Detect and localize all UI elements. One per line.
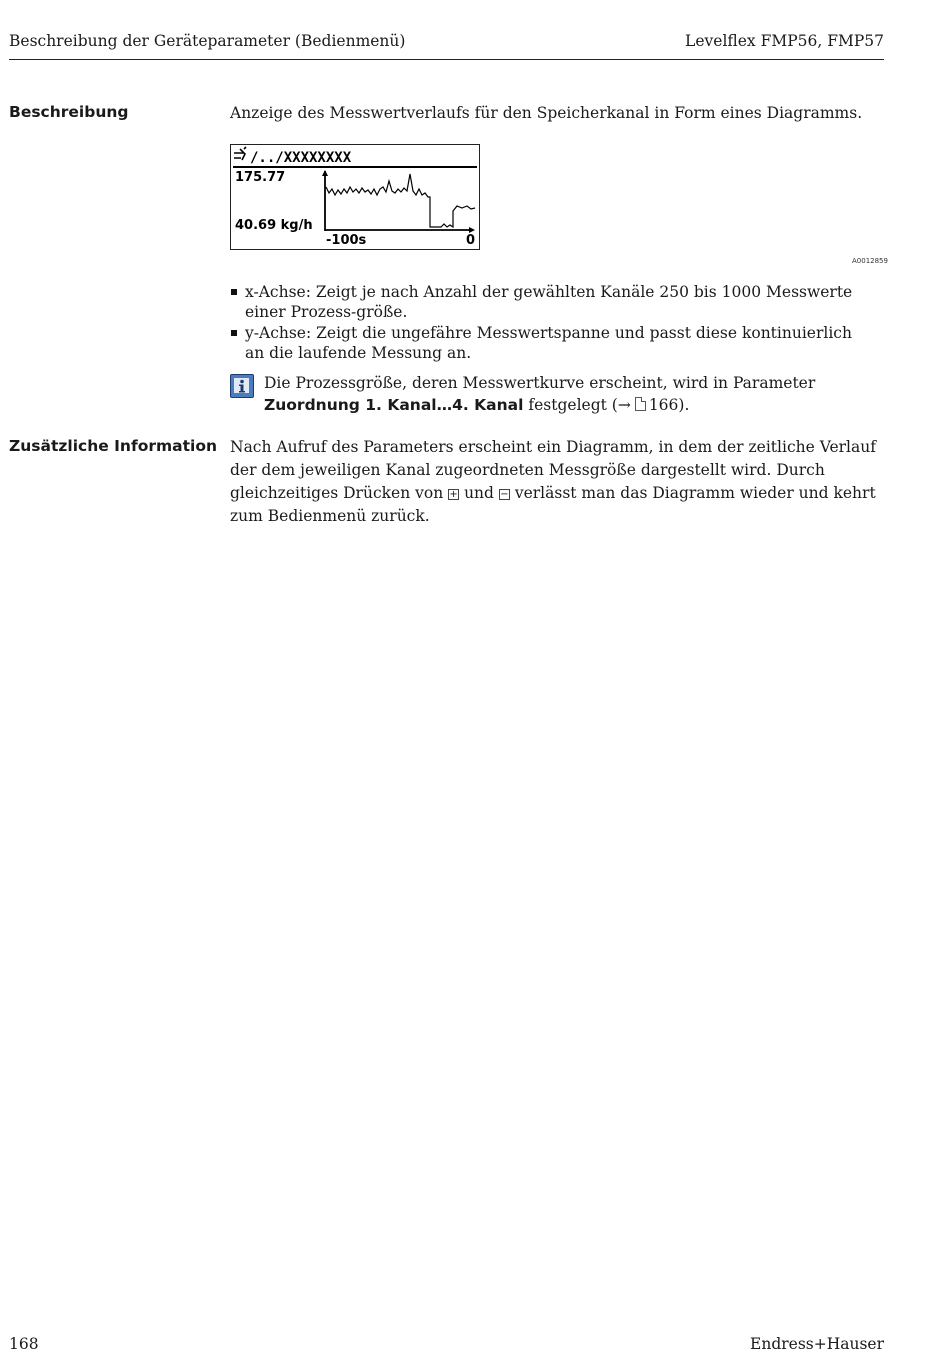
- bullet-y-axis: [230, 323, 870, 363]
- beschreibung-text: Anzeige des Messwertverlaufs für den Speicherkanal in Form eines Diagramms.: [230, 104, 863, 122]
- plus-key-icon: +: [449, 489, 458, 500]
- bullet-y-axis-text: y-Achse: Zeigt die ungefähre Messwertspanne und passt diese kontinuierlich an die laufende Messung an.: [245, 324, 852, 362]
- display-min-value: 40.69 kg/h: [235, 218, 313, 233]
- info-note: [230, 372, 870, 416]
- x-axis-right-label: 0: [465, 233, 475, 248]
- trend-curve: [326, 174, 475, 227]
- footer-brand: Endress+Hauser: [750, 1335, 884, 1353]
- bullet-square-icon: [231, 330, 237, 336]
- display-max-value: 175.77: [235, 170, 286, 185]
- display-path: /../XXXXXXXX: [250, 150, 352, 166]
- info-text-and: und: [464, 484, 494, 502]
- bullet-x-axis: [230, 282, 870, 322]
- zusaetzliche-information-label: Zusätzliche Information: [9, 437, 218, 455]
- zusaetzliche-information-text: [230, 436, 885, 528]
- note-text-before: Die Prozessgröße, deren Messwertkurve erscheint, wird in Parameter: [264, 374, 816, 392]
- figure-id: A0012859: [852, 257, 888, 265]
- display-graphic: [231, 145, 479, 249]
- page-number: 168: [9, 1335, 39, 1353]
- header-product-name: Levelflex FMP56, FMP57: [685, 32, 884, 50]
- note-parameter-name: Zuordnung 1. Kanal…4. Kanal: [264, 396, 524, 414]
- info-text-after: verlässt man das Diagramm wieder und kehrt zum Bedienmenü zurück.: [230, 484, 876, 525]
- y-axis-arrow: [322, 170, 328, 176]
- bullet-square-icon: [231, 289, 237, 295]
- device-display-figure: [230, 144, 480, 250]
- info-text-before: Nach Aufruf des Parameters erscheint ein Diagramm, in dem der zeitliche Verlauf der dem jeweiligen Kanal zugeordneten Messgröße dargestellt wird. Durch gleichzeitiges Drücken von: [230, 438, 876, 502]
- bullet-x-axis-text: x-Achse: Zeigt je nach Anzahl der gewählten Kanäle 250 bis 1000 Messwerte einer Prozess-größe.: [245, 283, 853, 321]
- note-text-after: festgelegt (→: [523, 396, 631, 414]
- beschreibung-label: Beschreibung: [9, 103, 129, 121]
- minus-key-icon: −: [500, 489, 509, 500]
- bullet-list: [230, 282, 870, 364]
- page-header: [9, 32, 884, 60]
- x-axis-left-label: -100s: [326, 233, 367, 248]
- info-icon: [230, 374, 254, 398]
- note-page-reference[interactable]: 166).: [648, 396, 690, 414]
- trend-icon: [234, 147, 246, 160]
- page-reference-icon: [635, 397, 646, 411]
- header-section-title: Beschreibung der Geräteparameter (Bedienmenü): [9, 32, 406, 50]
